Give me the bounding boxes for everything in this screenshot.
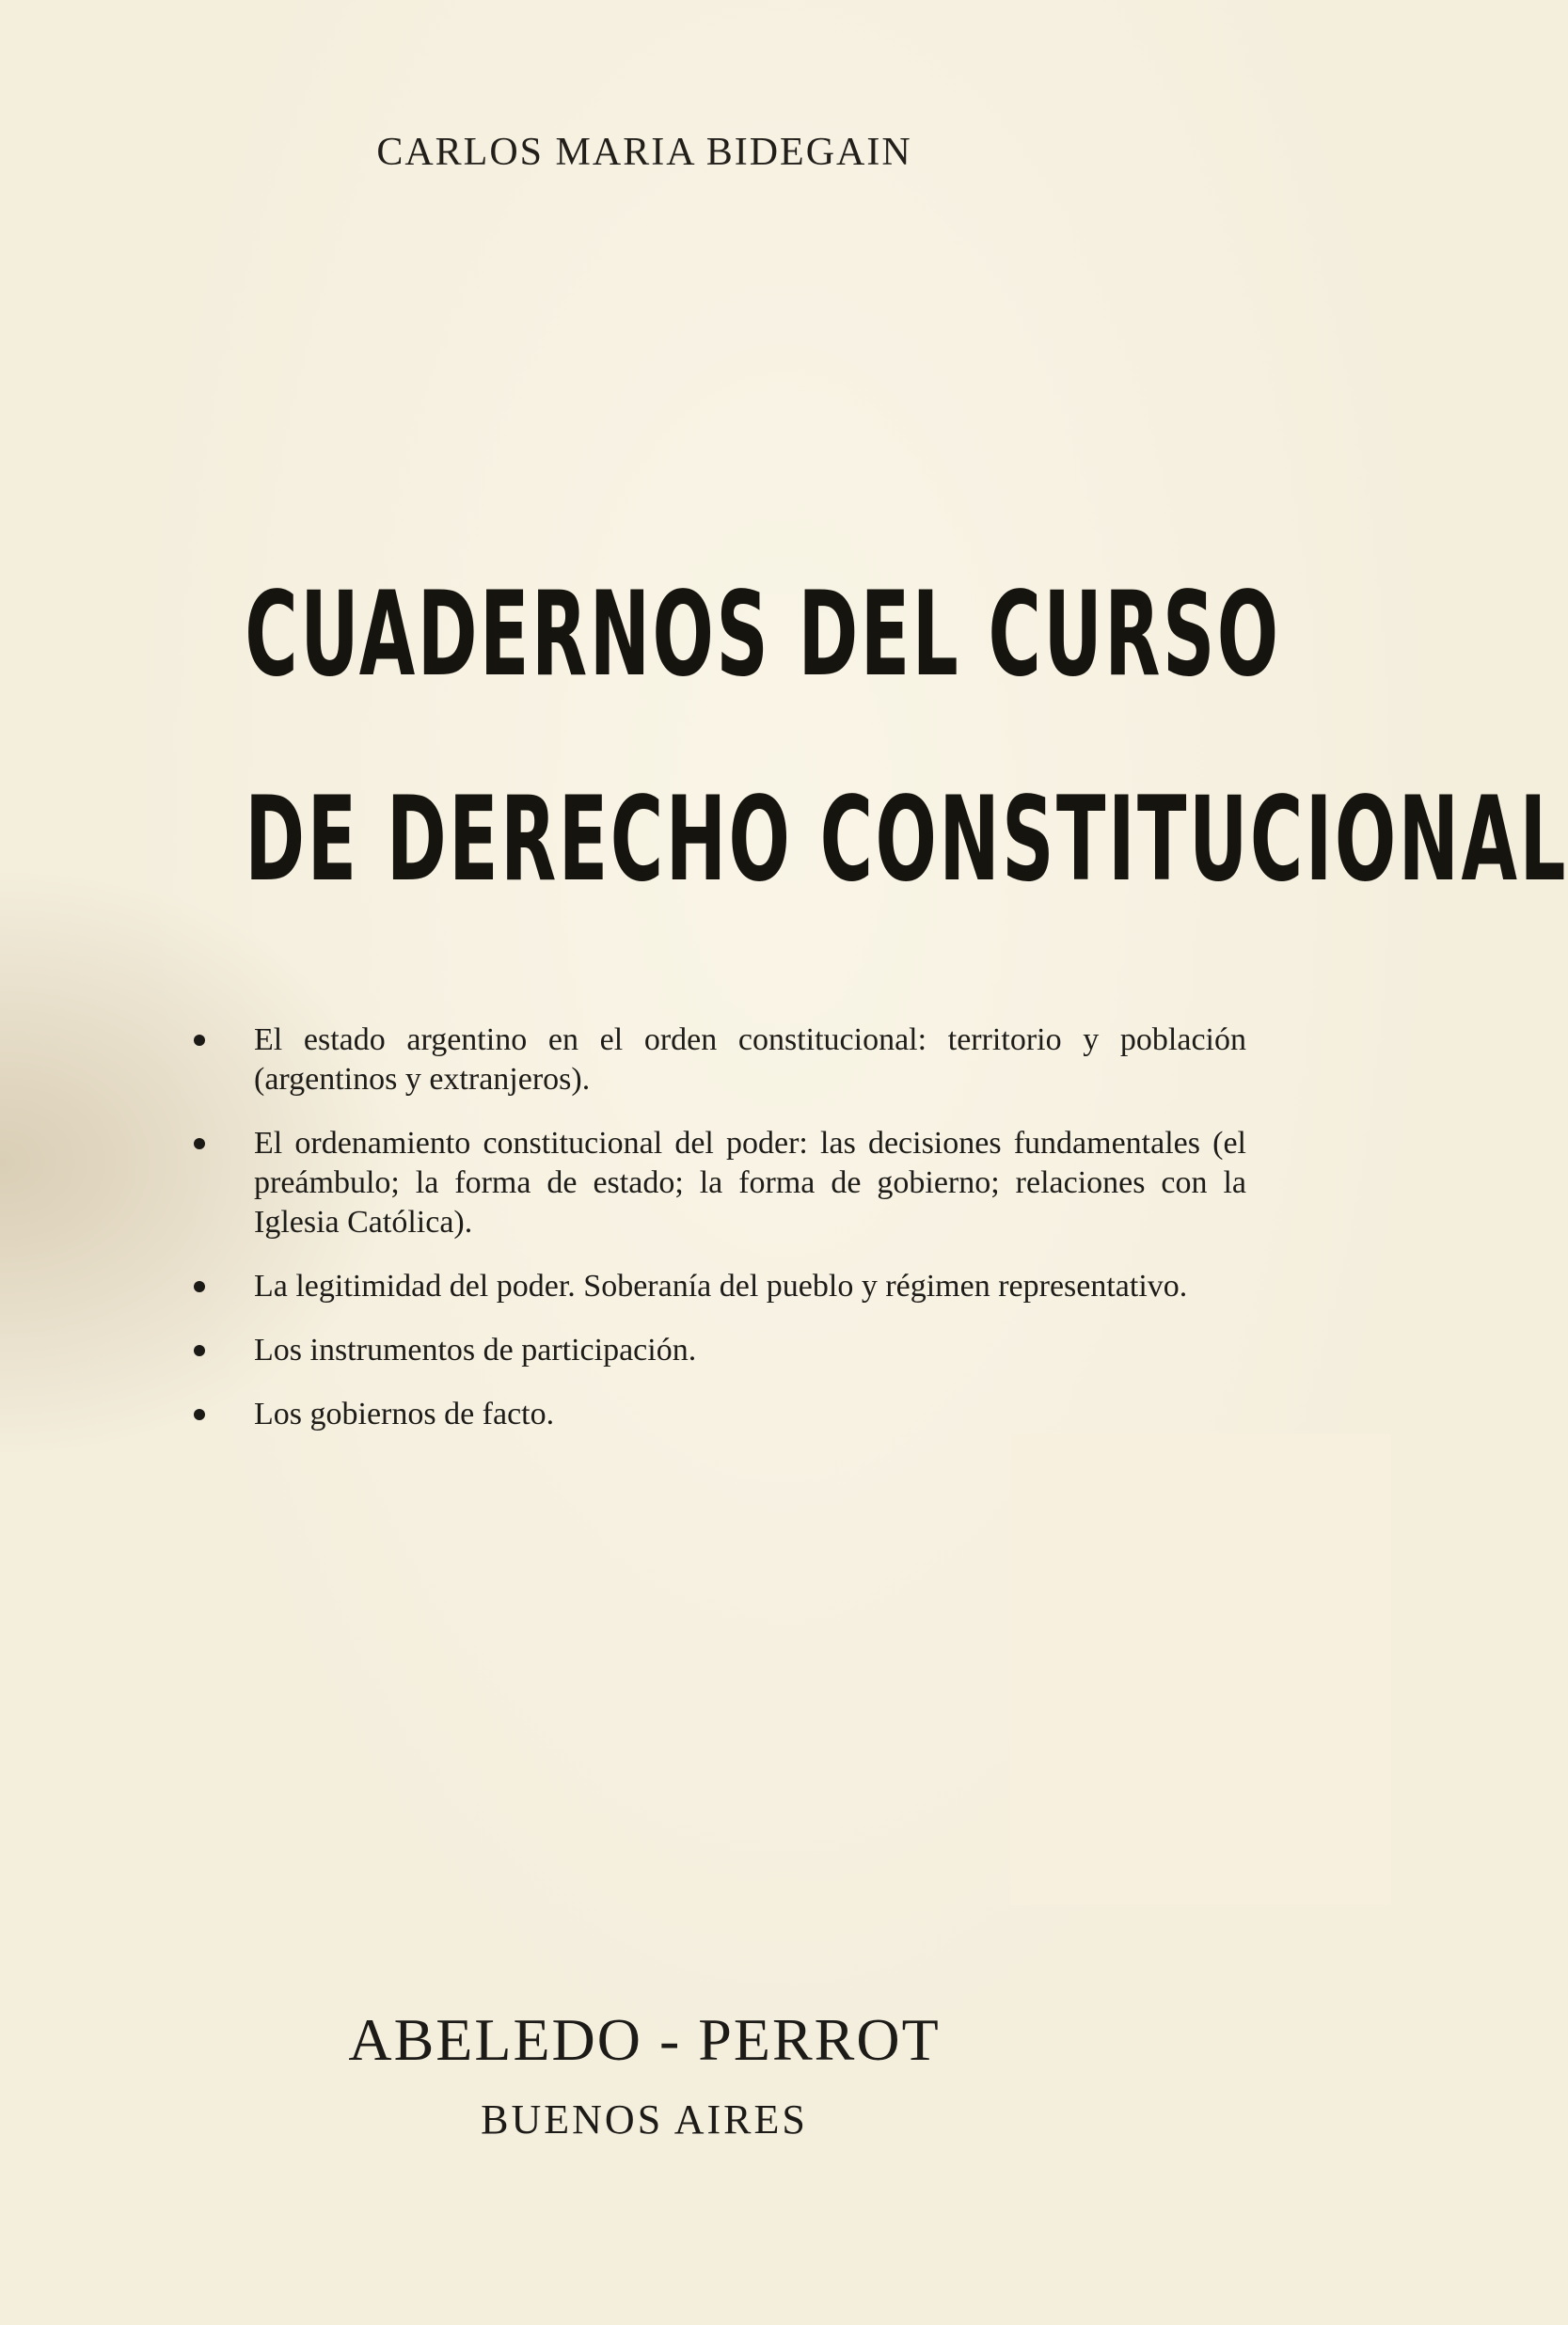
bullet-icon — [194, 1345, 205, 1356]
topic-text: El ordenamiento constitucional del poder: las decisiones fundamentales (el preámbulo; la forma de estado; la forma de gobierno; relaciones con la Iglesia Católica). — [254, 1126, 1246, 1240]
topic-text: La legitimidad del poder. Soberanía del pueblo y régimen representativo. — [254, 1269, 1188, 1304]
bullet-icon — [194, 1281, 205, 1292]
bullet-icon — [194, 1035, 205, 1046]
paper-patch — [1011, 1434, 1391, 1905]
topic-item — [188, 1331, 1246, 1370]
topic-text: Los gobiernos de facto. — [254, 1397, 555, 1431]
publisher-city: BUENOS AIRES — [481, 2096, 808, 2143]
topic-list — [188, 1020, 1246, 1459]
topic-item — [188, 1020, 1246, 1099]
author-name: CARLOS MARIA BIDEGAIN — [376, 131, 912, 174]
bullet-icon — [194, 1409, 205, 1420]
bullet-icon — [194, 1138, 205, 1149]
publisher-name: ABELEDO - PERROT — [348, 2006, 941, 2073]
topic-item — [188, 1395, 1246, 1434]
book-title-line-2: DE DERECHO CONSTITUCIONAL — [245, 772, 1568, 908]
topic-item — [188, 1124, 1246, 1242]
topic-text: Los instrumentos de participación. — [254, 1333, 697, 1368]
book-title-line-1: CUADERNOS DEL CURSO — [245, 567, 1281, 703]
topic-item — [188, 1267, 1246, 1306]
topic-text: El estado argentino en el orden constitucional: territorio y población (argentinos y extranjeros). — [254, 1022, 1246, 1097]
